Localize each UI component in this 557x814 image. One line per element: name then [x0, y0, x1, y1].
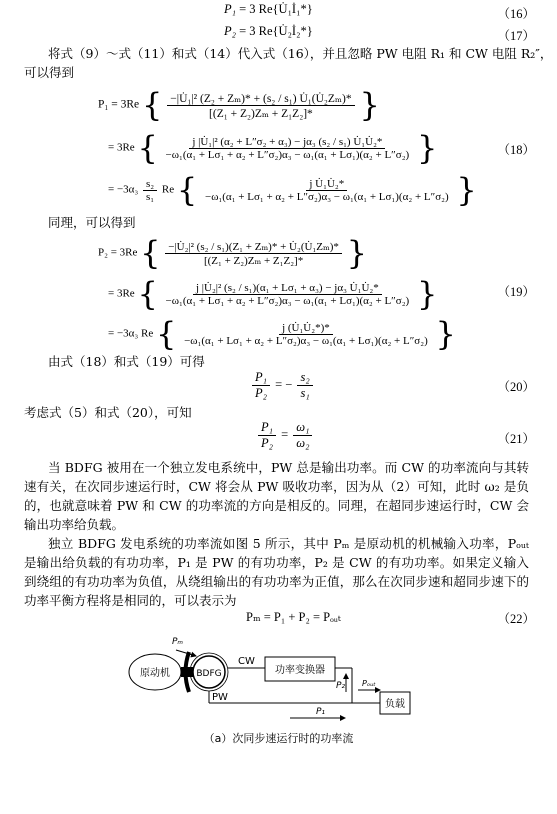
- eq18-row2-lhs: = 3Re: [108, 141, 135, 154]
- equation-22: Pₘ = P₁ + P₂ = Pₒᵤₜ: [246, 610, 341, 624]
- eq20-left-fraction: [252, 370, 270, 401]
- eq19-row3-lhs: = −3α₃ Re: [108, 327, 154, 340]
- eq21-operator: =: [281, 427, 289, 442]
- eq19-row2-fraction: [163, 282, 413, 307]
- equation-19-row2: [108, 275, 437, 313]
- eq18-row3-slip-numerator: s₂: [143, 178, 157, 191]
- eq20-operator: = −: [275, 377, 293, 392]
- eq20-left-denominator: P₂: [255, 386, 267, 400]
- eq18-row2-fraction: [163, 136, 413, 161]
- right-brace: }: [435, 315, 456, 353]
- eq19-row2-numerator: j |U̇₂|² (s₂ / s₁)(α₁ + Lσ₁ + α₃) − jα₃ U̇₁U̇₂*: [193, 282, 382, 295]
- equation-20: [250, 370, 315, 401]
- text-obtain: 可以得到: [24, 65, 75, 80]
- eq18-row3-re: Re: [161, 183, 175, 196]
- pout-label: Pₒᵤₜ: [362, 679, 376, 688]
- eq21-right-denominator: ω₂: [296, 436, 310, 450]
- eq19-row1-denominator: [(Z₁ + Z₂)Zₘ + Z₁Z₂]*: [203, 254, 304, 267]
- eq19-row2-lhs: = 3Re: [108, 287, 135, 300]
- eq18-row3-slip-ratio: [143, 178, 157, 203]
- eq17-body: = 3 Re{U̇₂İ₂*}: [239, 24, 313, 38]
- left-brace: {: [137, 129, 158, 167]
- equation-17: [224, 24, 313, 39]
- right-brace: }: [416, 129, 438, 167]
- text-from-eq18-19: 由式（18）和式（19）可得: [48, 354, 205, 369]
- eq19-row2-denominator: −ω₁(α₁ + Lσ₁ + α₂ + L″σ₂)α₃ − ω₁(α₁ + Lσ₁)(α₂ + L″σ₂): [165, 294, 410, 307]
- eq20-right-numerator: s₂: [297, 370, 312, 386]
- equation-18-number: （18）: [497, 143, 535, 157]
- right-brace: }: [359, 86, 380, 124]
- p1-label: P₁: [316, 707, 326, 717]
- converter-label: 功率变换器: [275, 665, 325, 676]
- eq18-row3-fraction: [202, 178, 452, 203]
- eq18-lhs: P₁ = 3Re: [98, 98, 140, 111]
- prime-mover-label: 原动机: [140, 668, 170, 679]
- eq18-row1-denominator: [(Z₁ + Z₂)Zₘ + Z₁Z₂]*: [209, 107, 313, 120]
- equation-22-number: （22）: [497, 612, 535, 626]
- eq19-row3-denominator: −ω₁(α₁ + Lσ₁ + α₂ + L″σ₂)α₃ − ω₁(α₁ + Lσ₁)(α₂ + L″σ₂): [184, 334, 428, 347]
- eq19-row3-fraction: [181, 322, 431, 347]
- right-brace: }: [346, 234, 368, 272]
- left-brace: {: [137, 275, 158, 313]
- eq19-row1-fraction: [165, 240, 342, 267]
- equation-21-number: （21）: [497, 432, 535, 446]
- load-label: 负载: [385, 699, 405, 710]
- eq18-row1-numerator: −|U̇₁|² (Z₂ + Zₘ)* + (s₂ / s₁) U̇₁(U̇₂Zₘ)*: [167, 91, 354, 106]
- left-brace: {: [155, 315, 177, 353]
- paragraph-power-direction: 当 BDFG 被用在一个独立发电系统中，PW 总是输出功率。而 CW 的功率流向与其转速有关，在次同步速运行时，CW 将会从 PW 吸收功率，因为从（2）可知，此时 ω₂ 是负的，也就意味着 PW 和 CW 的功率流的方向是相反的。同理，在超同步速运行时，CW 会输出功率给负载。: [24, 460, 529, 532]
- left-brace: {: [176, 171, 198, 209]
- pw-label: PW: [212, 692, 228, 703]
- text-substitute: 将式（9）～式（11）和式（14）代入式（16），并且忽略 PW 电阻 R₁ 和 CW 电阻 R₂″，: [48, 46, 553, 61]
- eq19-row3-numerator: j (U̇₁U̇₂*)*: [279, 322, 333, 335]
- equation-19-row3: [108, 315, 456, 353]
- equation-17-number: （17）: [497, 29, 535, 43]
- equation-19-number: （19）: [497, 285, 535, 299]
- text-similarly: 同理，可以得到: [48, 215, 136, 230]
- eq16-lhs: P₁: [224, 2, 236, 16]
- eq20-right-denominator: s₁: [300, 386, 310, 400]
- eq16-body: = 3 Re{U̇₁İ₁*}: [239, 2, 313, 16]
- equation-18-row2: [108, 129, 437, 167]
- eq21-left-denominator: P₂: [261, 436, 273, 450]
- eq21-left-numerator: P₁: [258, 420, 276, 436]
- eq19-row1-numerator: −|U̇₂|² (s₂ / s₁)(Z₁ + Zₘ)* + U̇₂(U̇₁Zₘ)*: [165, 240, 342, 254]
- left-brace: {: [142, 86, 163, 124]
- eq21-left-fraction: [258, 420, 276, 451]
- right-brace: }: [456, 171, 477, 209]
- eq21-right-numerator: ω₁: [293, 420, 312, 436]
- eq20-left-numerator: P₁: [252, 370, 270, 386]
- equation-16: [224, 2, 313, 17]
- eq18-row3-numerator: j U̇₁U̇₂*: [306, 178, 347, 191]
- right-brace: }: [416, 275, 438, 313]
- text-considering: 考虑式（5）和式（20），可知: [24, 405, 192, 420]
- equation-16-number: （16）: [497, 7, 535, 21]
- eq18-row3-slip-denominator: s₁: [146, 190, 155, 203]
- pm-label: Pₘ: [172, 637, 184, 647]
- equation-18-row1: [98, 86, 380, 124]
- bdfg-label: BDFG: [196, 669, 222, 679]
- eq18-row2-denominator: −ω₁(α₁ + Lσ₁ + α₂ + L″σ₂)α₃ − ω₁(α₁ + Lσ₁)(α₂ + L″σ₂): [165, 148, 410, 161]
- p2-label: P₂: [336, 681, 346, 691]
- eq18-row3-lhs: = −3α₃: [108, 183, 139, 196]
- eq19-lhs: P₂ = 3Re: [98, 246, 138, 259]
- cw-label: CW: [238, 656, 255, 667]
- left-brace: {: [140, 234, 161, 272]
- power-flow-diagram: [0, 630, 557, 730]
- figure-caption: （a）次同步速运行时的功率流: [203, 732, 354, 745]
- equation-20-number: （20）: [497, 380, 535, 394]
- paragraph-power-flow: 独立 BDFG 发电系统的功率流如图 5 所示，其中 Pₘ 是原动机的机械输入功率，Pₒᵤₜ 是输出给负载的有功功率，P₁ 是 PW 的有功功率，P₂ 是 CW 的有功功率。如果定义输入到绕组的有功功率为负值，从绕组输出的有功功率为正值，那么在次同步速和超同步速下的功率平衡方程将是相同的，可以表示为: [24, 536, 529, 608]
- eq18-row3-denominator: −ω₁(α₁ + Lσ₁ + α₂ + L″σ₂)α₃ − ω₁(α₁ + Lσ₁)(α₂ + L″σ₂): [204, 190, 449, 203]
- eq18-row1-fraction: [167, 91, 354, 120]
- eq20-right-fraction: [297, 370, 312, 401]
- eq21-right-fraction: [293, 420, 312, 451]
- eq18-row2-numerator: j |U̇₁|² (α₂ + L″σ₂ + α₃) − jα₃ (s₂ / s₁) U̇₁U̇₂*: [189, 136, 385, 149]
- equation-21: [256, 420, 314, 451]
- equation-19-row1: [98, 234, 367, 272]
- eq17-lhs: P₂: [224, 24, 236, 38]
- equation-18-row3: [108, 171, 477, 209]
